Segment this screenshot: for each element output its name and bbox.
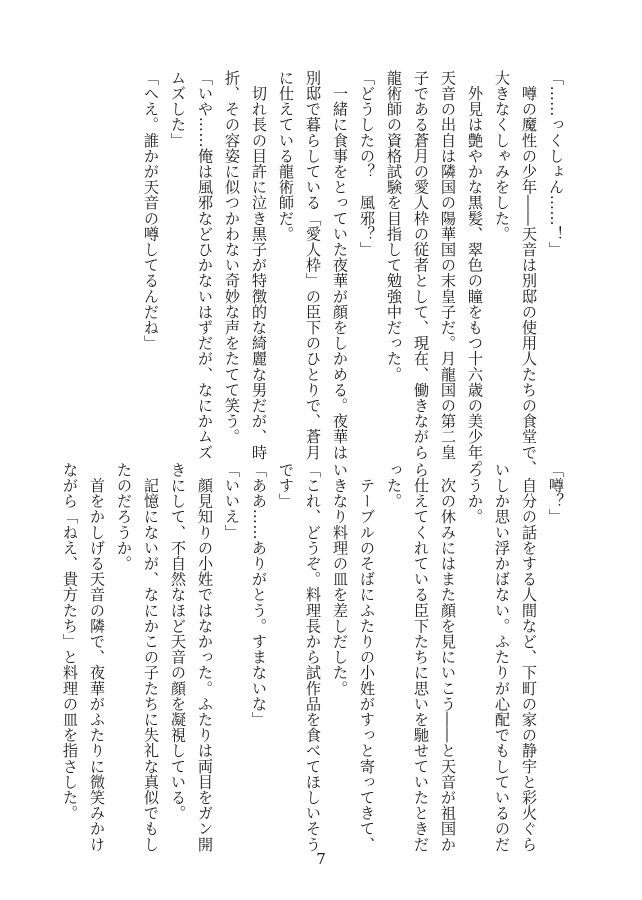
text-line: 「噂？」 [547,462,565,525]
text-line: たのだろうか。 [115,462,133,572]
text-line: った。 [385,462,403,509]
text-line: テーブルのそばにふたりの小姓がすっと寄ってきて、 [358,462,376,852]
text-line: 「へえ。誰かが天音の噂してるんだね」 [142,70,160,351]
text-line: 天音の出自は隣国の陽華国の末皇子だ。月龍国の第二皇 [439,70,457,460]
text-line: いきなり料理の皿を差しだした。 [331,462,349,696]
text-line: いしか思い浮かばない。ふたりが心配でもしているのだ [493,462,511,852]
text-line: 折、その容姿に似つかわない奇妙な声をたてて笑う。 [223,70,241,445]
lower-text-block [56,462,569,852]
text-line: 顔見知りの小姓ではなかった。ふたりは両目をガン開 [196,462,214,852]
text-line: ムズした」 [169,70,187,148]
text-line: に仕えている龍術師だ。 [277,70,295,242]
text-line: 次の休みにはまた顔を見にいこう――と天音が祖国か [439,462,457,852]
text-line: 自分の話をする人間など、下町の家の静宇と彩火ぐら [520,462,538,852]
text-line: 「……っくしょん……！」 [547,70,565,258]
text-line: きにして、不自然なほど天音の顔を凝視している。 [169,462,187,821]
text-line: 首をかしげる天音の隣で、夜華がふたりに微笑みかけ [88,462,106,852]
text-line: 外見は艶やかな黒髪、翠色の瞳をもつ十六歳の美少年。 [466,70,484,476]
text-line: 龍術師の資格試験を目指して勉強中だった。 [385,70,403,382]
text-line: ら仕えてくれている臣下たちに思いを馳せていたときだ [412,462,430,852]
text-line: 噂の魔性の少年――天音は別邸の使用人たちの食堂で、 [520,70,538,476]
text-line: 「どうしたの？ 風邪？」 [358,70,376,258]
page-number: 7 [316,850,326,868]
text-line: 「いいえ」 [223,462,241,540]
text-line: 大きなくしゃみをした。 [493,70,511,242]
text-line: 別邸で暮らしている「愛人枠」の臣下のひとりで、蒼月 [304,70,322,460]
text-line: ろうか。 [466,462,484,525]
text-line: 一緒に食事をとっていた夜華が顔をしかめる。夜華は [331,70,349,460]
text-line: 「これ、どうぞ。料理長から試作品を食べてほしいそう [304,462,322,852]
text-line: ながら「ねえ、貴方たち」と料理の皿を指さした。 [61,462,79,821]
text-line: 「ああ……ありがとう。すまないな」 [250,462,268,728]
text-line: 子である蒼月の愛人枠の従者として、現在、働きながら [412,70,430,460]
upper-text-block [137,70,569,476]
text-line: 記憶にないが、なにかこの子たちに失礼な真似でもし [142,462,160,852]
text-line: です」 [277,462,295,509]
text-line: 切れ長の目許に泣き黒子が特徴的な綺麗な男だが、時 [250,70,268,460]
text-line: 「いや……俺は風邪などひかないはずだが、なにかムズ [196,70,214,460]
